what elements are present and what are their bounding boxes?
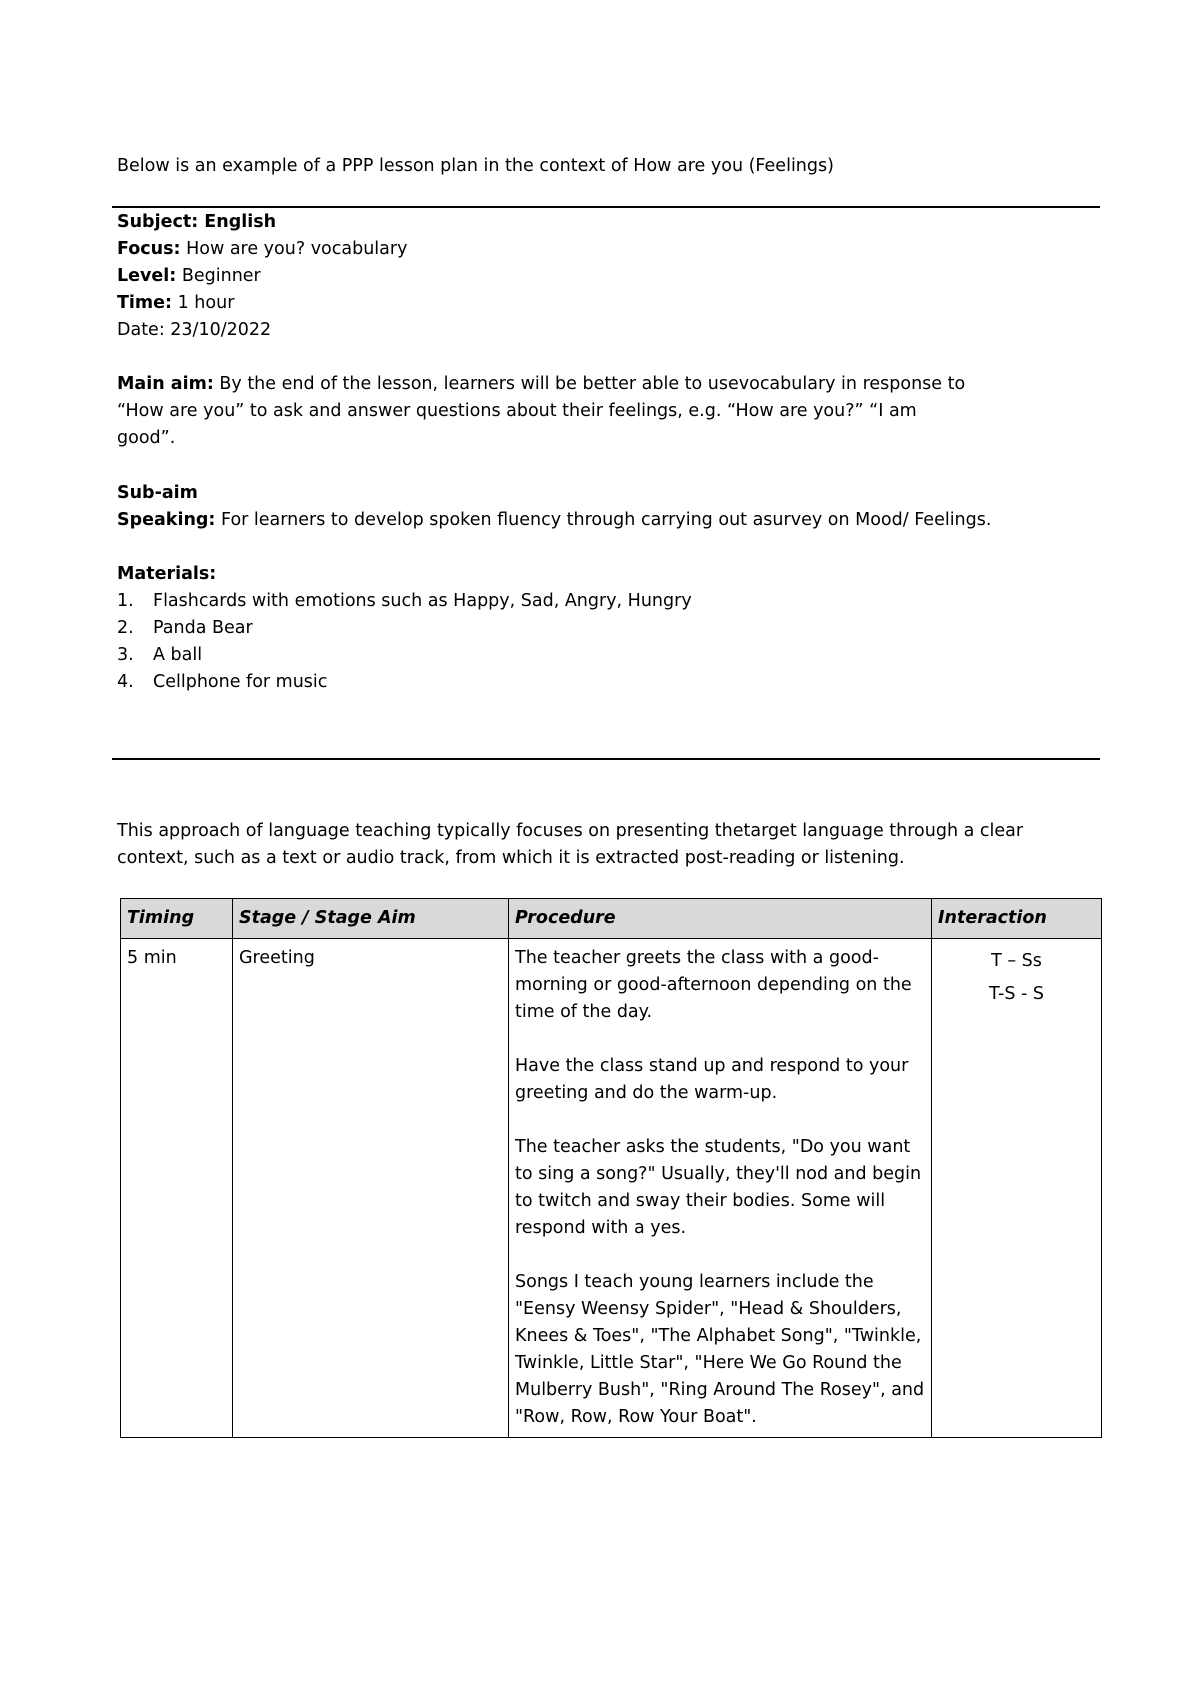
list-number: 4. xyxy=(117,672,134,692)
sub-aim-heading-text: Sub-aim xyxy=(117,483,198,503)
focus-line xyxy=(117,236,407,263)
list-text: A ball xyxy=(153,645,203,665)
list-item xyxy=(117,615,253,642)
level-value: Beginner xyxy=(176,266,261,286)
header-stage: Stage / Stage Aim xyxy=(233,899,509,939)
date-line: Date: 23/10/2022 xyxy=(117,320,272,340)
table-row xyxy=(121,939,1102,1438)
interaction-pattern: T – Ss xyxy=(991,951,1042,971)
procedure-paragraph: The teacher asks the students, "Do you want to sing a song?" Usually, they'll nod and begin to twitch and sway their bodies. Some will respond with a yes. xyxy=(515,1137,922,1238)
level-line xyxy=(117,263,261,290)
speaking-line xyxy=(117,507,991,534)
table-header-row xyxy=(121,899,1102,939)
procedure-paragraph: Have the class stand up and respond to your greeting and do the warm-up. xyxy=(515,1056,909,1103)
list-text: Flashcards with emotions such as Happy, Sad, Angry, Hungry xyxy=(153,591,692,611)
focus-value: How are you? vocabulary xyxy=(180,239,408,259)
interaction-pattern: T-S - S xyxy=(988,984,1045,1004)
main-aim-line-3: good”. xyxy=(117,428,176,448)
main-aim-text-1: By the end of the lesson, learners will be better able to usevocabulary in response to xyxy=(213,374,966,394)
list-text: Cellphone for music xyxy=(153,672,328,692)
list-item xyxy=(117,642,202,669)
list-item xyxy=(117,669,327,696)
main-aim-line-2: “How are you” to ask and answer questions about their feelings, e.g. “How are you?” “I am xyxy=(117,401,917,421)
main-aim-line-1 xyxy=(117,371,965,398)
focus-label: Focus: xyxy=(117,239,181,259)
time-label: Time: xyxy=(117,293,173,313)
header-procedure: Procedure xyxy=(509,899,932,939)
materials-heading xyxy=(117,561,216,588)
list-text: Panda Bear xyxy=(153,618,253,638)
header-timing: Timing xyxy=(121,899,233,939)
procedure-paragraph: The teacher greets the class with a good-morning or good-afternoon depending on the time of the day. xyxy=(515,948,912,1022)
bottom-divider xyxy=(112,758,1100,760)
top-divider xyxy=(112,206,1100,208)
procedure-paragraph: Songs I teach young learners include the "Eensy Weensy Spider", "Head & Shoulders, Knees & Toes", "The Alphabet Song", "Twinkle, Twinkle, Little Star", "Here We Go Round the Mulberry Bush", "Ring Around The Rosey", and "Row, Row, Row Your Boat". xyxy=(515,1272,925,1427)
timing-cell: 5 min xyxy=(121,939,233,1438)
level-label: Level: xyxy=(117,266,177,286)
speaking-text: For learners to develop spoken fluency through carrying out asurvey on Mood/ Feelings. xyxy=(215,510,992,530)
list-number: 2. xyxy=(117,618,134,638)
subject-label: Subject: English xyxy=(117,212,277,232)
materials-heading-text: Materials: xyxy=(117,564,217,584)
time-value: 1 hour xyxy=(172,293,235,313)
lesson-plan-table xyxy=(120,898,1102,1438)
main-aim-label: Main aim: xyxy=(117,374,214,394)
subject-line xyxy=(117,209,276,236)
stage-cell: Greeting xyxy=(233,939,509,1438)
list-item xyxy=(117,588,692,615)
header-interaction: Interaction xyxy=(932,899,1102,939)
list-number: 3. xyxy=(117,645,134,665)
intro-text: Below is an example of a PPP lesson plan in the context of How are you (Feelings) xyxy=(117,156,834,176)
speaking-label: Speaking: xyxy=(117,510,216,530)
interaction-cell xyxy=(932,939,1102,1438)
approach-line-1: This approach of language teaching typically focuses on presenting thetarget language through a clear xyxy=(117,821,1024,841)
time-line xyxy=(117,290,234,317)
procedure-cell xyxy=(509,939,932,1438)
list-number: 1. xyxy=(117,591,134,611)
approach-line-2: context, such as a text or audio track, from which it is extracted post-reading or listening. xyxy=(117,848,905,868)
sub-aim-heading xyxy=(117,480,198,507)
